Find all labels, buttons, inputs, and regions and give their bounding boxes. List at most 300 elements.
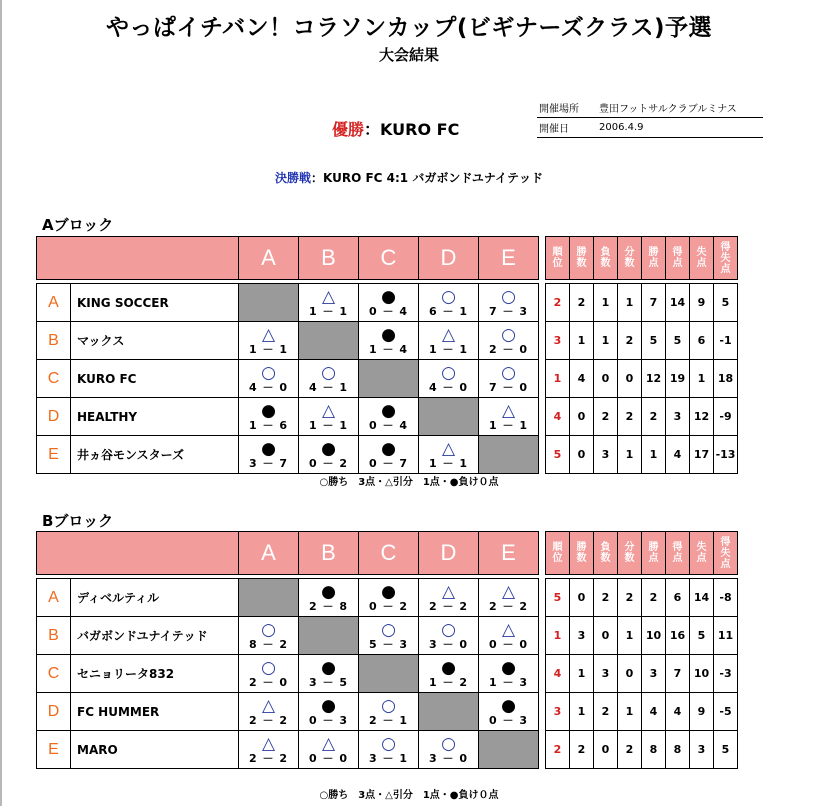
stat-value: 1 [618, 284, 642, 322]
column-gap [539, 284, 546, 322]
stat-value: 7 [642, 284, 666, 322]
match-score: 4 － 0 [249, 381, 288, 394]
match-score: 2 － 2 [249, 752, 288, 765]
win-mark-icon: ○ [261, 658, 276, 678]
stat-value: 8 [666, 731, 690, 769]
stat-value: 1 [618, 693, 642, 731]
match-result-cell [359, 617, 419, 655]
match-result-cell [359, 693, 419, 731]
row-label: A [37, 284, 71, 322]
match-result-cell [299, 436, 359, 474]
column-gap [539, 532, 546, 575]
match-score: 0 － 2 [309, 457, 348, 470]
table-row [37, 693, 738, 731]
stat-value: -3 [714, 655, 738, 693]
page-title: やっぱイチバン！コラソンカップ(ビギナーズクラス)予選 [105, 15, 713, 41]
loss-mark-icon: ● [321, 582, 336, 602]
self-match-cell [359, 360, 419, 398]
stat-value: 5 [666, 322, 690, 360]
winner-label: 優勝 [332, 120, 365, 139]
win-mark-icon: ○ [321, 363, 336, 383]
team-name: KING SOCCER [71, 284, 239, 322]
match-score: 3 － 0 [429, 638, 468, 651]
draw-mark-icon: △ [501, 582, 516, 602]
match-score: 0 － 2 [369, 600, 408, 613]
opponent-header-d: D [419, 237, 479, 280]
self-match-cell [419, 693, 479, 731]
rank-value: 5 [546, 579, 570, 617]
rank-value: 4 [546, 398, 570, 436]
stat-header: 失 点 [690, 532, 714, 575]
rank-value: 1 [546, 617, 570, 655]
stat-value: 2 [642, 398, 666, 436]
draw-mark-icon: △ [321, 734, 336, 754]
stat-value: 1 [594, 322, 618, 360]
stat-header: 順 位 [546, 237, 570, 280]
match-score: 1 － 1 [309, 305, 348, 318]
stat-value: 0 [570, 579, 594, 617]
loss-mark-icon: ● [261, 401, 276, 421]
stat-value: 7 [666, 655, 690, 693]
stat-value: 2 [618, 398, 642, 436]
match-result-cell [479, 322, 539, 360]
header-blank-cell [37, 532, 239, 575]
stat-value: 4 [570, 360, 594, 398]
stat-value: 2 [618, 322, 642, 360]
match-score: 0 － 3 [489, 714, 528, 727]
match-result-cell [479, 284, 539, 322]
stat-header: 分 数 [618, 532, 642, 575]
opponent-header-c: C [359, 237, 419, 280]
row-label: C [37, 655, 71, 693]
match-result-cell [419, 436, 479, 474]
match-result-cell [239, 360, 299, 398]
table-row [37, 284, 738, 322]
stat-header: 負 数 [594, 532, 618, 575]
stat-value: 1 [642, 436, 666, 474]
match-result-cell [299, 731, 359, 769]
stat-value: 19 [666, 360, 690, 398]
loss-mark-icon: ● [321, 696, 336, 716]
stat-header: 勝 点 [642, 532, 666, 575]
draw-mark-icon: △ [261, 325, 276, 345]
opponent-header-d: D [419, 532, 479, 575]
stat-value: 1 [594, 284, 618, 322]
match-result-cell [419, 322, 479, 360]
stat-value: 11 [714, 617, 738, 655]
stat-value: 5 [690, 617, 714, 655]
win-mark-icon: ○ [441, 734, 456, 754]
self-match-cell [239, 284, 299, 322]
stat-value: 3 [594, 436, 618, 474]
stat-value: 6 [690, 322, 714, 360]
self-match-cell [239, 579, 299, 617]
table-row [37, 398, 738, 436]
block-b-title: Bブロック [42, 512, 114, 530]
stat-value: 4 [642, 693, 666, 731]
stat-value: 3 [570, 617, 594, 655]
row-label: B [37, 617, 71, 655]
stat-header: 分 数 [618, 237, 642, 280]
win-mark-icon: ○ [381, 696, 396, 716]
win-mark-icon: ○ [501, 287, 516, 307]
stat-value: 3 [690, 731, 714, 769]
column-gap [539, 237, 546, 280]
stat-value: 3 [666, 398, 690, 436]
stat-value: 18 [714, 360, 738, 398]
match-score: 2 － 1 [369, 714, 408, 727]
match-result-cell [479, 360, 539, 398]
stat-header: 勝 数 [570, 237, 594, 280]
stat-value: 6 [666, 579, 690, 617]
draw-mark-icon: △ [501, 620, 516, 640]
stat-value: 14 [666, 284, 690, 322]
block-a-title: Aブロック [42, 216, 114, 234]
stat-value: 12 [690, 398, 714, 436]
table-row [37, 617, 738, 655]
self-match-cell [479, 731, 539, 769]
match-score: 2 － 2 [429, 600, 468, 613]
match-score: 2 － 2 [249, 714, 288, 727]
stat-value: 14 [690, 579, 714, 617]
final-label: 決勝戦 [274, 171, 311, 185]
match-score: 2 － 0 [249, 676, 288, 689]
block-b-table [36, 531, 738, 769]
draw-mark-icon: △ [501, 401, 516, 421]
match-score: 1 － 1 [489, 419, 528, 432]
column-gap [539, 731, 546, 769]
win-mark-icon: ○ [381, 734, 396, 754]
stat-value: 1 [570, 655, 594, 693]
rank-value: 3 [546, 693, 570, 731]
match-score: 0 － 3 [309, 714, 348, 727]
final-result: KURO FC 4:1 バガボンドユナイテッド [323, 171, 544, 185]
match-result-cell [359, 436, 419, 474]
match-score: 2 － 2 [489, 600, 528, 613]
table-header-row [37, 532, 738, 575]
match-result-cell [359, 579, 419, 617]
stat-header: 得 点 [666, 532, 690, 575]
row-label: A [37, 579, 71, 617]
stat-header: 得 点 [666, 237, 690, 280]
match-score: 6 － 1 [429, 305, 468, 318]
stat-value: -1 [714, 322, 738, 360]
self-match-cell [419, 398, 479, 436]
stat-value: 5 [714, 284, 738, 322]
match-score: 2 － 0 [489, 343, 528, 356]
stat-value: 9 [690, 693, 714, 731]
match-score: 3 － 5 [309, 676, 348, 689]
row-label: C [37, 360, 71, 398]
match-score: 3 － 7 [249, 457, 288, 470]
match-result-cell [479, 617, 539, 655]
page-left-border [0, 0, 2, 806]
match-score: 1 － 2 [429, 676, 468, 689]
match-result-cell [359, 731, 419, 769]
team-name: セニョリータ832 [71, 655, 239, 693]
match-result-cell [479, 693, 539, 731]
stat-value: 1 [618, 617, 642, 655]
draw-mark-icon: △ [261, 734, 276, 754]
rank-value: 1 [546, 360, 570, 398]
team-name: ディベルティル [71, 579, 239, 617]
loss-mark-icon: ● [321, 658, 336, 678]
self-match-cell [299, 617, 359, 655]
draw-mark-icon: △ [441, 325, 456, 345]
stat-value: 3 [594, 655, 618, 693]
stat-value: 0 [618, 360, 642, 398]
winner-separator: ： [364, 120, 381, 139]
table-row [37, 579, 738, 617]
stat-value: 2 [642, 579, 666, 617]
stat-value: 1 [570, 693, 594, 731]
match-score: 0 － 7 [369, 457, 408, 470]
rank-value: 4 [546, 655, 570, 693]
team-name: KURO FC [71, 360, 239, 398]
team-name: MARO [71, 731, 239, 769]
block-a-table [36, 236, 738, 474]
table-header-row [37, 237, 738, 280]
stat-value: 10 [642, 617, 666, 655]
stat-value: 0 [594, 731, 618, 769]
block-a-legend: ○勝ち 3点・△引分 1点・●負け０点 [319, 477, 499, 488]
stat-value: 4 [666, 693, 690, 731]
table-row [37, 655, 738, 693]
match-score: 0 － 4 [369, 419, 408, 432]
stat-value: 8 [642, 731, 666, 769]
match-result-cell [299, 398, 359, 436]
win-mark-icon: ○ [441, 363, 456, 383]
match-score: 7 － 0 [489, 381, 528, 394]
match-result-cell [479, 398, 539, 436]
match-score: 0 － 4 [369, 305, 408, 318]
stat-value: 17 [690, 436, 714, 474]
team-name: HEALTHY [71, 398, 239, 436]
match-score: 3 － 0 [429, 752, 468, 765]
stat-value: 9 [690, 284, 714, 322]
page-subtitle: 大会結果 [378, 46, 439, 64]
opponent-header-a: A [239, 237, 299, 280]
stat-value: 12 [642, 360, 666, 398]
table-row [37, 360, 738, 398]
row-label: D [37, 398, 71, 436]
column-gap [539, 693, 546, 731]
match-score: 8 － 2 [249, 638, 288, 651]
stat-header: 順 位 [546, 532, 570, 575]
column-gap [539, 617, 546, 655]
draw-mark-icon: △ [441, 582, 456, 602]
stat-value: 0 [570, 436, 594, 474]
self-match-cell [359, 655, 419, 693]
stat-header: 得 失 点 [714, 532, 738, 575]
loss-mark-icon: ● [441, 658, 456, 678]
stat-value: 2 [570, 284, 594, 322]
team-name: FC HUMMER [71, 693, 239, 731]
match-score: 4 － 0 [429, 381, 468, 394]
column-gap [539, 655, 546, 693]
winner-line [332, 117, 459, 140]
table-row [37, 731, 738, 769]
stat-value: 0 [618, 655, 642, 693]
loss-mark-icon: ● [501, 658, 516, 678]
match-score: 0 － 0 [489, 638, 528, 651]
match-result-cell [419, 655, 479, 693]
date-value: 2006.4.9 [597, 118, 763, 138]
match-result-cell [479, 655, 539, 693]
stat-value: -13 [714, 436, 738, 474]
stat-value: 10 [690, 655, 714, 693]
date-row [537, 118, 763, 138]
row-label: E [37, 731, 71, 769]
stat-value: 2 [618, 731, 642, 769]
opponent-header-e: E [479, 237, 539, 280]
match-score: 1 － 3 [489, 676, 528, 689]
stat-value: -8 [714, 579, 738, 617]
match-score: 0 － 0 [309, 752, 348, 765]
match-result-cell [299, 655, 359, 693]
match-result-cell [479, 579, 539, 617]
loss-mark-icon: ● [381, 401, 396, 421]
win-mark-icon: ○ [381, 620, 396, 640]
table-row [37, 322, 738, 360]
match-result-cell [299, 693, 359, 731]
loss-mark-icon: ● [501, 696, 516, 716]
stat-value: 2 [570, 731, 594, 769]
team-name: マックス [71, 322, 239, 360]
opponent-header-e: E [479, 532, 539, 575]
match-score: 1 － 1 [249, 343, 288, 356]
stat-header: 勝 点 [642, 237, 666, 280]
match-score: 1 － 1 [429, 457, 468, 470]
match-score: 2 － 8 [309, 600, 348, 613]
stat-value: -5 [714, 693, 738, 731]
row-label: B [37, 322, 71, 360]
stat-value: 1 [570, 322, 594, 360]
stat-value: 2 [594, 579, 618, 617]
stat-value: 5 [714, 731, 738, 769]
match-result-cell [239, 436, 299, 474]
column-gap [539, 436, 546, 474]
match-score: 7 － 3 [489, 305, 528, 318]
stat-header: 勝 数 [570, 532, 594, 575]
match-result-cell [239, 398, 299, 436]
event-info-table [537, 98, 763, 138]
header-blank-cell [37, 237, 239, 280]
rank-value: 2 [546, 731, 570, 769]
match-result-cell [299, 360, 359, 398]
win-mark-icon: ○ [441, 287, 456, 307]
draw-mark-icon: △ [321, 287, 336, 307]
match-result-cell [359, 322, 419, 360]
loss-mark-icon: ● [321, 439, 336, 459]
self-match-cell [479, 436, 539, 474]
row-label: E [37, 436, 71, 474]
stat-header: 負 数 [594, 237, 618, 280]
win-mark-icon: ○ [501, 325, 516, 345]
column-gap [539, 398, 546, 436]
table-row [37, 436, 738, 474]
stat-value: -9 [714, 398, 738, 436]
column-gap [539, 360, 546, 398]
block-b-legend: ○勝ち 3点・△引分 1点・●負け０点 [319, 790, 499, 801]
opponent-header-b: B [299, 237, 359, 280]
stat-value: 0 [594, 360, 618, 398]
stat-value: 1 [618, 436, 642, 474]
loss-mark-icon: ● [381, 582, 396, 602]
venue-row [537, 98, 763, 118]
date-label: 開催日 [537, 118, 597, 138]
match-result-cell [359, 398, 419, 436]
venue-value: 豊田フットサルクラブルミナス [597, 98, 763, 118]
match-score: 1 － 1 [309, 419, 348, 432]
stat-value: 1 [690, 360, 714, 398]
match-score: 1 － 4 [369, 343, 408, 356]
loss-mark-icon: ● [381, 325, 396, 345]
opponent-header-b: B [299, 532, 359, 575]
match-result-cell [419, 360, 479, 398]
match-result-cell [239, 693, 299, 731]
loss-mark-icon: ● [381, 439, 396, 459]
match-score: 3 － 1 [369, 752, 408, 765]
match-score: 4 － 1 [309, 381, 348, 394]
team-name: バガボンドユナイテッド [71, 617, 239, 655]
final-line [0, 169, 818, 186]
draw-mark-icon: △ [441, 439, 456, 459]
column-gap [539, 322, 546, 360]
win-mark-icon: ○ [501, 363, 516, 383]
win-mark-icon: ○ [441, 620, 456, 640]
stat-value: 0 [594, 617, 618, 655]
stat-value: 0 [570, 398, 594, 436]
venue-label: 開催場所 [537, 98, 597, 118]
match-score: 1 － 1 [429, 343, 468, 356]
rank-value: 2 [546, 284, 570, 322]
opponent-header-a: A [239, 532, 299, 575]
win-mark-icon: ○ [261, 620, 276, 640]
match-result-cell [239, 617, 299, 655]
match-result-cell [239, 322, 299, 360]
stat-header: 得 失 点 [714, 237, 738, 280]
loss-mark-icon: ● [381, 287, 396, 307]
match-result-cell [419, 579, 479, 617]
self-match-cell [299, 322, 359, 360]
stat-value: 16 [666, 617, 690, 655]
win-mark-icon: ○ [261, 363, 276, 383]
stat-value: 2 [594, 398, 618, 436]
match-result-cell [419, 284, 479, 322]
stat-value: 2 [594, 693, 618, 731]
draw-mark-icon: △ [321, 401, 336, 421]
match-result-cell [239, 731, 299, 769]
winner-team: KURO FC [380, 120, 460, 139]
match-result-cell [299, 579, 359, 617]
row-label: D [37, 693, 71, 731]
stat-value: 4 [666, 436, 690, 474]
stat-header: 失 点 [690, 237, 714, 280]
match-result-cell [299, 284, 359, 322]
team-name: 井ヵ谷モンスターズ [71, 436, 239, 474]
stat-value: 3 [642, 655, 666, 693]
draw-mark-icon: △ [261, 696, 276, 716]
match-score: 1 － 6 [249, 419, 288, 432]
stat-value: 2 [618, 579, 642, 617]
column-gap [539, 579, 546, 617]
match-result-cell [419, 617, 479, 655]
final-separator: ： [311, 171, 324, 185]
match-result-cell [239, 655, 299, 693]
match-score: 5 － 3 [369, 638, 408, 651]
opponent-header-c: C [359, 532, 419, 575]
